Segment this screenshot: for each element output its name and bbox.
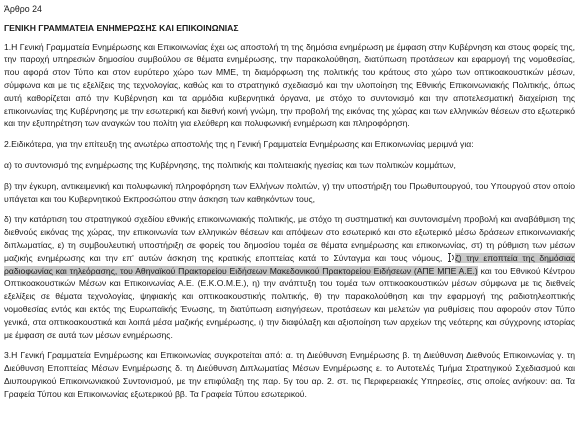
paragraph-5-text-after: και του Εθνικού Κέντρου Οπτικοακουστικών Μέσων και Επικοινωνίας Α.Ε. (Ε.Κ.Ο.Μ.Ε.), η) την ανάπτυξη του τομέα των οπτικοακουστικών μέσων σύμφωνα με τις διεθνείς εξελίξεις σε θέματα τεχνολογίας, ψηφιακής και οπτικοακουστικής πολιτικής, θ) την παρακολούθηση και την εφαρμογή της ραδιοτηλεοπτικής νομοθεσίας εντός και εκτός της Ευρωπαϊκής Ένωσης, τη διατύπωση εισηγήσεων, προτάσεων και μελετών για ρυθμίσεις που αφορούν στον Τύπο γενικά, στα οπτικοακουστικά και λοιπά μέσα μαζικής ενημέρωσης, ι) την διαφύλαξη και αξιοποίηση των αρχείων της νεότερης και σύγχρονης ιστορίας με έμφαση σε αυτά των μέσων ενημέρωσης.: [4, 265, 575, 340]
paragraph-4: β) την έγκυρη, αντικειμενική και πολυφωνική πληροφόρηση των Ελλήνων πολιτών, γ) την υποστήριξη του Πρωθυπουργού, του Υπουργού στον οποίο υπάγεται και του Κυβερνητικού Εκπροσώπου στην άσκηση των καθηκόντων τους,: [4, 180, 575, 204]
section-title: ΓΕΝΙΚΗ ΓΡΑΜΜΑΤΕΙΑ ΕΝΗΜΕΡΩΣΗΣ ΚΑΙ ΕΠΙΚΟΙΝΩΝΙΑΣ: [4, 22, 239, 33]
selected-text-highlight[interactable]: ζ) την εποπτεία της δημόσιας ραδιοφωνίας και τηλεόρασης, του Αθηναϊκού Πρακτορείου Ειδήσεων Μακεδονικού Πρακτορείου Ειδήσεων (ΑΠΕ ΜΠΕ Α.Ε.): [4, 252, 576, 276]
paragraph-1: 1.Η Γενική Γραμματεία Ενημέρωσης και Επικοινωνίας έχει ως αποστολή τη της δημόσια ενημέρωση με έμφαση στην Κυβέρνηση και στους φορείς της, την παροχή υπηρεσιών δημοσίου συμβούλου σε θέματα ενημέρωσης, την παρακολούθηση, διατύπωση προτάσεων και εφαρμογή της νομοθεσίας, που αφορά στον Τύπο και στον ευρύτερο χώρο των ΜΜΕ, τη διαμόρφωση της πολιτικής του κράτους στο χώρο των οπτικοακουστικών μέσων, σύμφωνα και με τις εξελίξεις της τεχνολογίας, καθώς και το στρατηγικό σχεδιασμό και την υλοποίηση της Εθνικής Επικοινωνιακής Πολιτικής, όπως αυτή καθορίζεται από την Κυβέρνηση και τα αρμόδια κυβερνητικά όργανα, με στόχο το συντονισμό και την αποτελεσματική διαχείριση της επικοινωνίας της Κυβέρνησης με την εσωτερική και διεθνή κοινή γνώμη, την προβολή της εικόνας της χώρας και των ελληνικών θέσεων στο εξωτερικό και την εξυπηρέτηση των αναγκών του πολίτη για ελεύθερη και πολυφωνική ενημέρωση και πληροφόρηση.: [4, 41, 575, 129]
article-heading: Άρθρο 24: [4, 4, 42, 14]
paragraph-6: 3.Η Γενική Γραμματεία Ενημέρωσης και Επικοινωνίας συγκροτείται από: α. τη Διεύθυνση Ενημέρωσης β. τη Διεύθυνση Διεθνούς Επικοινωνίας γ. τη Διεύθυνση Εποπτείας Μέσων Ενημέρωσης δ. τη Διεύθυνση Διπλωματίας Μέσων Ενημέρωσης ε. το Αυτοτελές Τμήμα Στρατηγικού Σχεδιασμού και Διυπουργικού Επικοινωνιακού Συντονισμού, με την επιφύλαξη της παρ. 5γ του αρ. 2. στ. τις Περιφερειακές Υπηρεσίες, στις οποίες ανήκουν: αα. Τα Γραφεία Τύπου και Επικοινωνίας εξωτερικού ββ. Τα Γραφεία Τύπου εσωτερικού.: [4, 350, 575, 399]
paragraph-5-text-before: δ) την κατάρτιση του στρατηγικού σχεδίου εθνικής επικοινωνιακής πολιτικής, με στόχο τη συστηματική και συντονισμένη προβολή και αναβάθμιση της διεθνούς εικόνας της χώρας, την επικοινωνία των ελληνικών θέσεων και απόψεων στο εσωτερικό και στο εξωτερικό μέσω δράσεων επικοινωνιακής διπλωματίας, ε) τη συμβουλευτική υποστήριξη σε φορείς του δημοσίου τομέα σε θέματα ενημέρωσης και επικοινωνίας, στ) τη ρύθμιση των μέσων μαζικής ενημέρωσης και την επ' αυτών άσκηση της κρατικής εποπτείας κατά το Σύνταγμα και τους νόμους,: [4, 214, 575, 263]
paragraph-5: [4, 213, 575, 341]
paragraph-2: 2.Ειδικότερα, για την επίτευξη της ανωτέρω αποστολής της η Γενική Γραμματεία Ενημέρωσης και Επικοινωνίας μεριμνά για:: [4, 139, 474, 150]
document-page: [4, 3, 575, 409]
text-cursor-icon: [447, 253, 455, 262]
paragraph-3: α) το συντονισμό της ενημέρωσης της Κυβέρνησης, της πολιτικής και πολιτειακής ηγεσίας και των πολιτικών κομμάτων,: [4, 159, 456, 170]
